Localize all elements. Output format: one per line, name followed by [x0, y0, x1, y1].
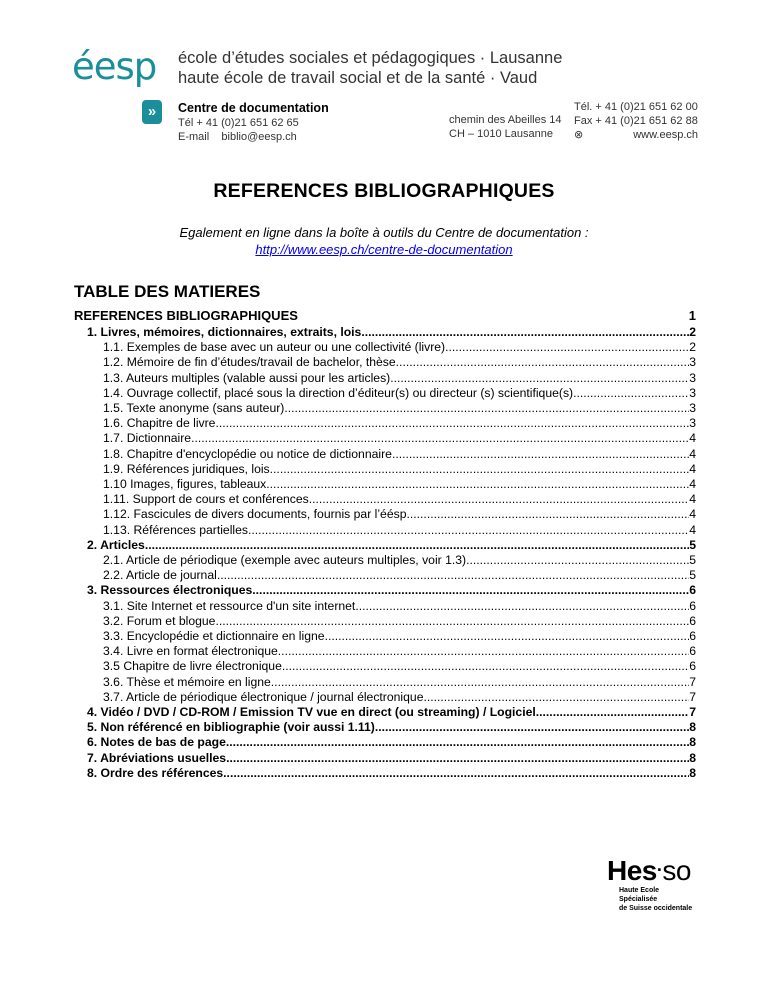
toc-entry[interactable] — [74, 659, 696, 674]
toc-entry-label: 3.7. Article de périodique électronique / journal électronique — [103, 689, 424, 704]
contact-block — [574, 100, 698, 142]
toc-entry-label: 1.3. Auteurs multiples (valable aussi pour les articles) — [103, 370, 391, 385]
toc-leader-dots — [215, 416, 689, 431]
toc-entry-page: 8 — [689, 750, 696, 765]
toc-leader-dots — [223, 766, 689, 781]
eesp-logo — [72, 45, 157, 88]
toc-leader-dots — [396, 355, 690, 370]
toc-leader-dots — [226, 735, 689, 750]
toc-entry[interactable] — [74, 538, 696, 553]
address-line-1: chemin des Abeilles 14 — [449, 114, 562, 126]
toc-leader-dots — [407, 507, 690, 522]
toc-entry-label: 1.10 Images, figures, tableaux — [103, 477, 267, 492]
toc-entry-page: 4 — [689, 507, 696, 522]
toc-entry-page: 6 — [689, 629, 696, 644]
hes-so-logo-so: so — [662, 855, 691, 886]
toc-entry[interactable] — [74, 401, 696, 416]
toc-entry-label: 1.9. Références juridiques, lois — [103, 461, 270, 476]
toc-entry[interactable] — [74, 751, 696, 766]
toc-entry-label: REFERENCES BIBLIOGRAPHIQUES — [74, 308, 298, 323]
toc-entry-page: 4 — [689, 461, 696, 476]
toc-leader-dots — [423, 690, 689, 705]
toc-leader-dots — [145, 538, 689, 553]
hes-so-subtitle — [619, 886, 697, 913]
toc-entry-page: 3 — [689, 370, 696, 385]
toc-entry[interactable] — [74, 431, 696, 446]
intro-text: Egalement en ligne dans la boîte à outils du Centre de documentation : — [179, 225, 589, 240]
toc-leader-dots — [266, 477, 689, 492]
toc-entry-label: 3.1. Site Internet et ressource d'un site internet — [103, 598, 356, 613]
toc-entry[interactable] — [74, 705, 696, 720]
toc-entry-label: 3.5 Chapitre de livre électronique — [103, 659, 282, 674]
toc-entry[interactable] — [74, 568, 696, 583]
toc-entry-page: 7 — [689, 689, 696, 704]
toc-entry-label: 3. Ressources électroniques — [87, 583, 253, 598]
toc-entry[interactable] — [74, 340, 696, 355]
toc-leader-dots — [252, 583, 689, 598]
toc-entry-page: 5 — [689, 568, 696, 583]
toc-leader-dots — [215, 614, 689, 629]
toc-entry[interactable] — [74, 416, 696, 431]
toc-leader-dots — [282, 659, 689, 674]
table-of-contents — [74, 307, 696, 781]
toc-entry[interactable] — [74, 629, 696, 644]
toc-entry-label: 1.8. Chapitre d'encyclopédie ou notice de dictionnaire — [103, 446, 392, 461]
toc-entry-label: 2.2. Article de journal — [103, 568, 217, 583]
toc-entry-label: 3.6. Thèse et mémoire en ligne — [103, 674, 271, 689]
page-title: REFERENCES BIBLIOGRAPHIQUES — [213, 180, 555, 202]
hes-so-logo-hes: Hes — [607, 855, 657, 886]
toc-entry-page: 3 — [689, 401, 696, 416]
toc-leader-dots — [226, 751, 689, 766]
postal-address — [449, 113, 562, 141]
toc-entry-page: 6 — [689, 613, 696, 628]
toc-entry-page: 6 — [689, 583, 696, 598]
info-badge-icon: » — [142, 100, 162, 124]
toc-entry[interactable] — [74, 766, 696, 781]
toc-entry-page: 2 — [689, 340, 696, 355]
toc-entry[interactable] — [74, 583, 696, 598]
toc-entry[interactable] — [74, 720, 696, 735]
toc-entry[interactable] — [74, 644, 696, 659]
toc-entry[interactable] — [74, 307, 696, 325]
toc-entry[interactable] — [74, 599, 696, 614]
toc-leader-dots — [309, 492, 689, 507]
eesp-logo-text: éesp — [72, 45, 157, 88]
toc-entry-label: 2.1. Article de périodique (exemple avec auteurs multiples, voir 1.3) — [103, 553, 467, 568]
toc-leader-dots — [355, 599, 689, 614]
intro — [0, 224, 768, 258]
address-line-2: CH – 1010 Lausanne — [449, 128, 553, 140]
toc-entry[interactable] — [74, 492, 696, 507]
toc-entry[interactable] — [74, 553, 696, 568]
toc-entry-label: 2. Articles — [87, 537, 145, 552]
toc-leader-dots — [573, 386, 689, 401]
toc-leader-dots — [375, 720, 689, 735]
toc-entry-label: 1.1. Exemples de base avec un auteur ou une collectivité (livre) — [103, 340, 446, 355]
toc-leader-dots — [278, 644, 689, 659]
toc-entry[interactable] — [74, 355, 696, 370]
toc-entry-page: 8 — [689, 765, 696, 780]
email-label: E-mail — [178, 131, 210, 143]
toc-entry-label: 5. Non référencé en bibliographie (voir aussi 1.11) — [87, 720, 375, 735]
toc-entry-page: 4 — [689, 446, 696, 461]
toc-entry-page: 6 — [689, 598, 696, 613]
toc-entry[interactable] — [74, 462, 696, 477]
phone: Tél. + 41 (0)21 651 62 00 — [574, 101, 698, 113]
toc-entry-label: 8. Ordre des références — [87, 765, 224, 780]
toc-entry-label: 3.2. Forum et blogue — [103, 613, 216, 628]
toc-leader-dots — [392, 447, 689, 462]
toc-leader-dots — [248, 523, 689, 538]
toc-entry[interactable] — [74, 523, 696, 538]
toc-entry[interactable] — [74, 386, 696, 401]
toc-entry-page: 3 — [689, 355, 696, 370]
toc-entry-page: 3 — [689, 416, 696, 431]
toc-entry-label: 6. Notes de bas de page — [87, 735, 226, 750]
toc-entry[interactable] — [74, 447, 696, 462]
toc-entry-page: 2 — [689, 325, 696, 339]
toc-entry-label: 3.4. Livre en format électronique — [103, 644, 278, 659]
toc-entry[interactable] — [74, 614, 696, 629]
toc-entry[interactable] — [74, 477, 696, 492]
school-line-1: école d’études sociales et pédagogiques · Lausanne — [178, 49, 563, 67]
web-icon: ⊗ — [574, 129, 584, 141]
hes-so-logo — [607, 855, 697, 913]
toc-entry[interactable] — [74, 325, 696, 340]
toc-entry-label: 1.2. Mémoire de fin d’études/travail de bachelor, thèse — [103, 355, 396, 370]
toc-leader-dots — [271, 675, 689, 690]
toc-heading: TABLE DES MATIERES — [74, 282, 261, 301]
centre-tel: Tél + 41 (0)21 651 62 65 — [178, 117, 299, 129]
toc-leader-dots — [284, 401, 689, 416]
toc-leader-dots — [536, 705, 689, 720]
toc-leader-dots — [217, 568, 689, 583]
toc-entry-label: 1. Livres, mémoires, dictionnaires, extraits, lois — [87, 325, 362, 339]
toc-entry[interactable] — [74, 675, 696, 690]
web-row — [574, 128, 698, 142]
toc-entry-page: 1 — [688, 308, 696, 323]
toc-entry-page: 3 — [689, 385, 696, 400]
toc-entry-page: 6 — [689, 644, 696, 659]
hes-so-subtitle-2: de Suisse occidentale — [619, 905, 693, 912]
toc-entry-label: 1.13. Références partielles — [103, 522, 248, 537]
toc-leader-dots — [270, 462, 690, 477]
toc-leader-dots — [325, 629, 690, 644]
centre-email-row — [178, 130, 329, 144]
toc-entry-label: 7. Abréviations usuelles — [87, 750, 227, 765]
toc-entry[interactable] — [74, 507, 696, 522]
toc-leader-dots — [191, 431, 689, 446]
fax: Fax + 41 (0)21 651 62 88 — [574, 115, 698, 127]
toc-entry-page: 6 — [689, 659, 696, 674]
toc-entry-label: 1.4. Ouvrage collectif, placé sous la direction d’éditeur(s) ou directeur (s) scientifique(s) — [103, 385, 574, 400]
toc-leader-dots — [466, 553, 689, 568]
toc-entry-page: 7 — [689, 674, 696, 689]
toc-entry-label: 4. Vidéo / DVD / CD-ROM / Emission TV vue en direct (ou streaming) / Logiciel — [87, 705, 536, 720]
hes-so-subtitle-1: Haute Ecole Spécialisée — [619, 887, 660, 903]
toc-leader-dots — [445, 340, 689, 355]
email-address[interactable]: biblio@eesp.ch — [221, 131, 297, 143]
documentation-link[interactable]: http://www.eesp.ch/centre-de-documentation — [255, 242, 513, 257]
toc-entry-page: 7 — [689, 705, 696, 720]
toc-entry-page: 8 — [689, 735, 696, 750]
toc-leader-dots — [390, 371, 689, 386]
toc-entry-label: 3.3. Encyclopédie et dictionnaire en ligne — [103, 629, 325, 644]
hes-so-logo-dot: · — [656, 860, 663, 880]
school-line-2: haute école de travail social et de la santé · Vaud — [178, 69, 538, 87]
toc-leader-dots — [361, 325, 689, 340]
toc-entry[interactable] — [74, 735, 696, 750]
hes-so-mark — [607, 855, 697, 886]
toc-entry-page: 4 — [689, 431, 696, 446]
toc-entry[interactable] — [74, 690, 696, 705]
toc-entry-page: 8 — [689, 720, 696, 735]
centre-title: Centre de documentation — [178, 101, 329, 115]
web-address[interactable]: www.eesp.ch — [633, 129, 698, 141]
toc-entry-page: 4 — [689, 492, 696, 507]
toc-entry-page: 5 — [689, 553, 696, 568]
toc-entry[interactable] — [74, 371, 696, 386]
toc-entry-page: 5 — [689, 537, 696, 552]
toc-entry-label: 1.5. Texte anonyme (sans auteur) — [103, 401, 285, 416]
toc-entry-page: 4 — [689, 477, 696, 492]
centre-documentation-block — [178, 100, 329, 144]
school-name — [178, 48, 562, 88]
toc-entry-label: 1.12. Fascicules de divers documents, fournis par l’éésp — [103, 507, 407, 522]
toc-entry-page: 4 — [689, 522, 696, 537]
toc-entry-label: 1.11. Support de cours et conférences — [103, 492, 309, 507]
toc-entry-label: 1.7. Dictionnaire — [103, 431, 192, 446]
toc-entry-label: 1.6. Chapitre de livre — [103, 416, 216, 431]
